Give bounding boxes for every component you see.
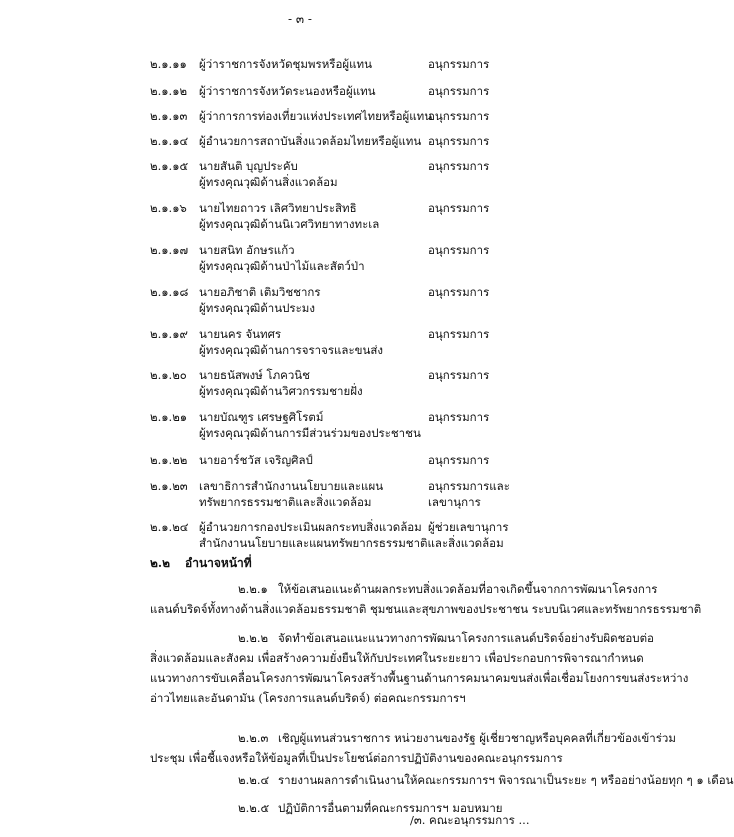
page-number: - ๓ - [288, 12, 312, 26]
member-name: นายสนิท อักษรแก้ว [199, 243, 295, 257]
member-name: ผู้อำนวยการสถาบันสิ่งแวดล้อมไทยหรือผู้แทน [199, 134, 422, 148]
duty-label: ๒.๒.๑ [238, 582, 268, 596]
duty-text: แนวทางการขับเคลื่อนโครงการพัฒนาโครงสร้างพื้นฐานด้านการคมนาคมขนส่งเพื่อเชื่อมโยงการขนส่งระหว่าง [150, 671, 689, 685]
duty-line [150, 628, 654, 648]
member-code: ๒.๑.๑๖ [150, 201, 187, 215]
duty-text: อ่าวไทยและอันดามัน (โครงการแลนด์บริดจ์) ต่อคณะกรรมการฯ [150, 691, 466, 705]
member-name: นายไทยถาวร เลิศวิทยาประสิทธิ [199, 201, 357, 215]
member-code: ๒.๑.๑๓ [150, 109, 188, 123]
member-name: ผู้ว่าราชการจังหวัดชุมพรหรือผู้แทน [199, 57, 372, 71]
section-code: ๒.๒ [150, 556, 170, 570]
member-role: อนุกรรมการ [428, 285, 490, 299]
duty-paragraph [150, 579, 702, 619]
duty-text: ปฏิบัติการอื่นตามที่คณะกรรมการฯ มอบหมาย [278, 801, 503, 815]
duty-line [150, 770, 734, 790]
member-name: นายอาร์ชวัส เจริญศิลป์ [199, 453, 313, 467]
duty-line [150, 668, 689, 688]
member-name: ผู้ว่าการการท่องเที่ยวแห่งประเทศไทยหรือผู้แทน [199, 109, 433, 123]
member-subtitle: สำนักงานนโยบายและแผนทรัพยากรธรรมชาติและสิ่งแวดล้อม [199, 536, 504, 550]
member-subtitle: ผู้ทรงคุณวุฒิด้านสิ่งแวดล้อม [199, 175, 338, 189]
member-role-continued: เลขานุการ [428, 495, 481, 509]
member-name: เลขาธิการสำนักงานนโยบายและแผน [199, 479, 384, 493]
duty-paragraph [150, 770, 734, 790]
member-subtitle: ผู้ทรงคุณวุฒิด้านวิศวกรรมชายฝั่ง [199, 384, 363, 398]
member-name: ผู้อำนวยการกองประเมินผลกระทบสิ่งแวดล้อม [199, 520, 422, 534]
member-subtitle: ผู้ทรงคุณวุฒิด้านนิเวศวิทยาทางทะเล [199, 217, 380, 231]
member-role: อนุกรรมการ [428, 201, 490, 215]
duty-text: ประชุม เพื่อชี้แจงหรือให้ข้อมูลที่เป็นประโยชน์ต่อการปฏิบัติงานของคณะอนุกรรมการ [150, 751, 563, 765]
duty-label: ๒.๒.๓ [238, 731, 269, 745]
member-role: ผู้ช่วยเลขานุการ [428, 520, 509, 534]
member-role: อนุกรรมการ [428, 410, 490, 424]
member-subtitle: ทรัพยากรธรรมชาติและสิ่งแวดล้อม [199, 495, 372, 509]
member-name: นายสันติ บุญประคับ [199, 159, 298, 173]
member-role: อนุกรรมการ [428, 327, 490, 341]
member-role: อนุกรรมการและ [428, 479, 510, 493]
duty-text: เชิญผู้แทนส่วนราชการ หน่วยงานของรัฐ ผู้เชี่ยวชาญหรือบุคคลที่เกี่ยวข้องเข้าร่วม [278, 731, 676, 745]
member-code: ๒.๑.๑๑ [150, 57, 187, 71]
member-role: อนุกรรมการ [428, 57, 490, 71]
member-code: ๒.๑.๑๘ [150, 285, 189, 299]
member-name: นายอภิชาติ เติมวิชชากร [199, 285, 321, 299]
duty-label: ๒.๒.๕ [238, 801, 270, 815]
member-name: นายธนัสพงษ์ โภควนิช [199, 368, 310, 382]
member-code: ๒.๑.๒๐ [150, 368, 187, 382]
duty-text: รายงานผลการดำเนินงานให้คณะกรรมการฯ พิจารณาเป็นระยะ ๆ หรืออย่างน้อยทุก ๆ ๑ เดือน [278, 773, 734, 787]
member-code: ๒.๑.๒๑ [150, 410, 188, 424]
duty-line [150, 599, 702, 619]
duty-paragraph [150, 728, 676, 768]
member-code: ๒.๑.๒๒ [150, 453, 188, 467]
duty-label: ๒.๒.๔ [238, 773, 270, 787]
duty-line [150, 579, 658, 599]
duty-text: ให้ข้อเสนอแนะด้านผลกระทบสิ่งแวดล้อมที่อาจเกิดขึ้นจากการพัฒนาโครงการ [278, 582, 658, 596]
member-role: อนุกรรมการ [428, 243, 490, 257]
member-code: ๒.๑.๒๔ [150, 520, 189, 534]
duty-line [150, 688, 550, 708]
section-title: อำนาจหน้าที่ [185, 556, 252, 570]
member-name: นายบัณฑูร เศรษฐศิโรตม์ [199, 410, 324, 424]
member-code: ๒.๑.๑๒ [150, 84, 188, 98]
duty-text: สิ่งแวดล้อมและสังคม เพื่อสร้างความยั่งยืนให้กับประเทศในระยะยาว เพื่อประกอบการพิจารณากำหนด [150, 651, 644, 665]
continuation-footer: /๓. คณะอนุกรรมการ ... [410, 813, 530, 827]
duty-text: จัดทำข้อเสนอแนะแนวทางการพัฒนาโครงการแลนด์บริดจ์อย่างรับผิดชอบต่อ [278, 631, 654, 645]
member-subtitle: ผู้ทรงคุณวุฒิด้านการจราจรและขนส่ง [199, 343, 383, 357]
member-code: ๒.๑.๑๔ [150, 134, 189, 148]
duty-line [150, 648, 644, 668]
member-subtitle: ผู้ทรงคุณวุฒิด้านการมีส่วนร่วมของประชาชน [199, 426, 421, 440]
duty-label: ๒.๒.๒ [238, 631, 269, 645]
duty-line [150, 748, 563, 768]
member-role: อนุกรรมการ [428, 134, 490, 148]
member-code: ๒.๑.๑๗ [150, 243, 189, 257]
member-subtitle: ผู้ทรงคุณวุฒิด้านประมง [199, 301, 315, 315]
duty-text: แลนด์บริดจ์ทั้งทางด้านสิ่งแวดล้อมธรรมชาติ ชุมชนและสุขภาพของประชาชน ระบบนิเวศและทรัพยากรธรรมชาติ [150, 602, 702, 616]
member-subtitle: ผู้ทรงคุณวุฒิด้านป่าไม้และสัตว์ป่า [199, 259, 365, 273]
member-code: ๒.๑.๑๙ [150, 327, 188, 341]
member-code: ๒.๑.๒๓ [150, 479, 188, 493]
duty-line [150, 728, 676, 748]
duty-paragraph [150, 628, 689, 708]
member-name: นายนคร จันทศร [199, 327, 282, 341]
member-role: อนุกรรมการ [428, 453, 490, 467]
member-role: อนุกรรมการ [428, 84, 490, 98]
member-role: อนุกรรมการ [428, 159, 490, 173]
member-role: อนุกรรมการ [428, 109, 490, 123]
member-code: ๒.๑.๑๕ [150, 159, 189, 173]
member-role: อนุกรรมการ [428, 368, 490, 382]
member-name: ผู้ว่าราชการจังหวัดระนองหรือผู้แทน [199, 84, 376, 98]
